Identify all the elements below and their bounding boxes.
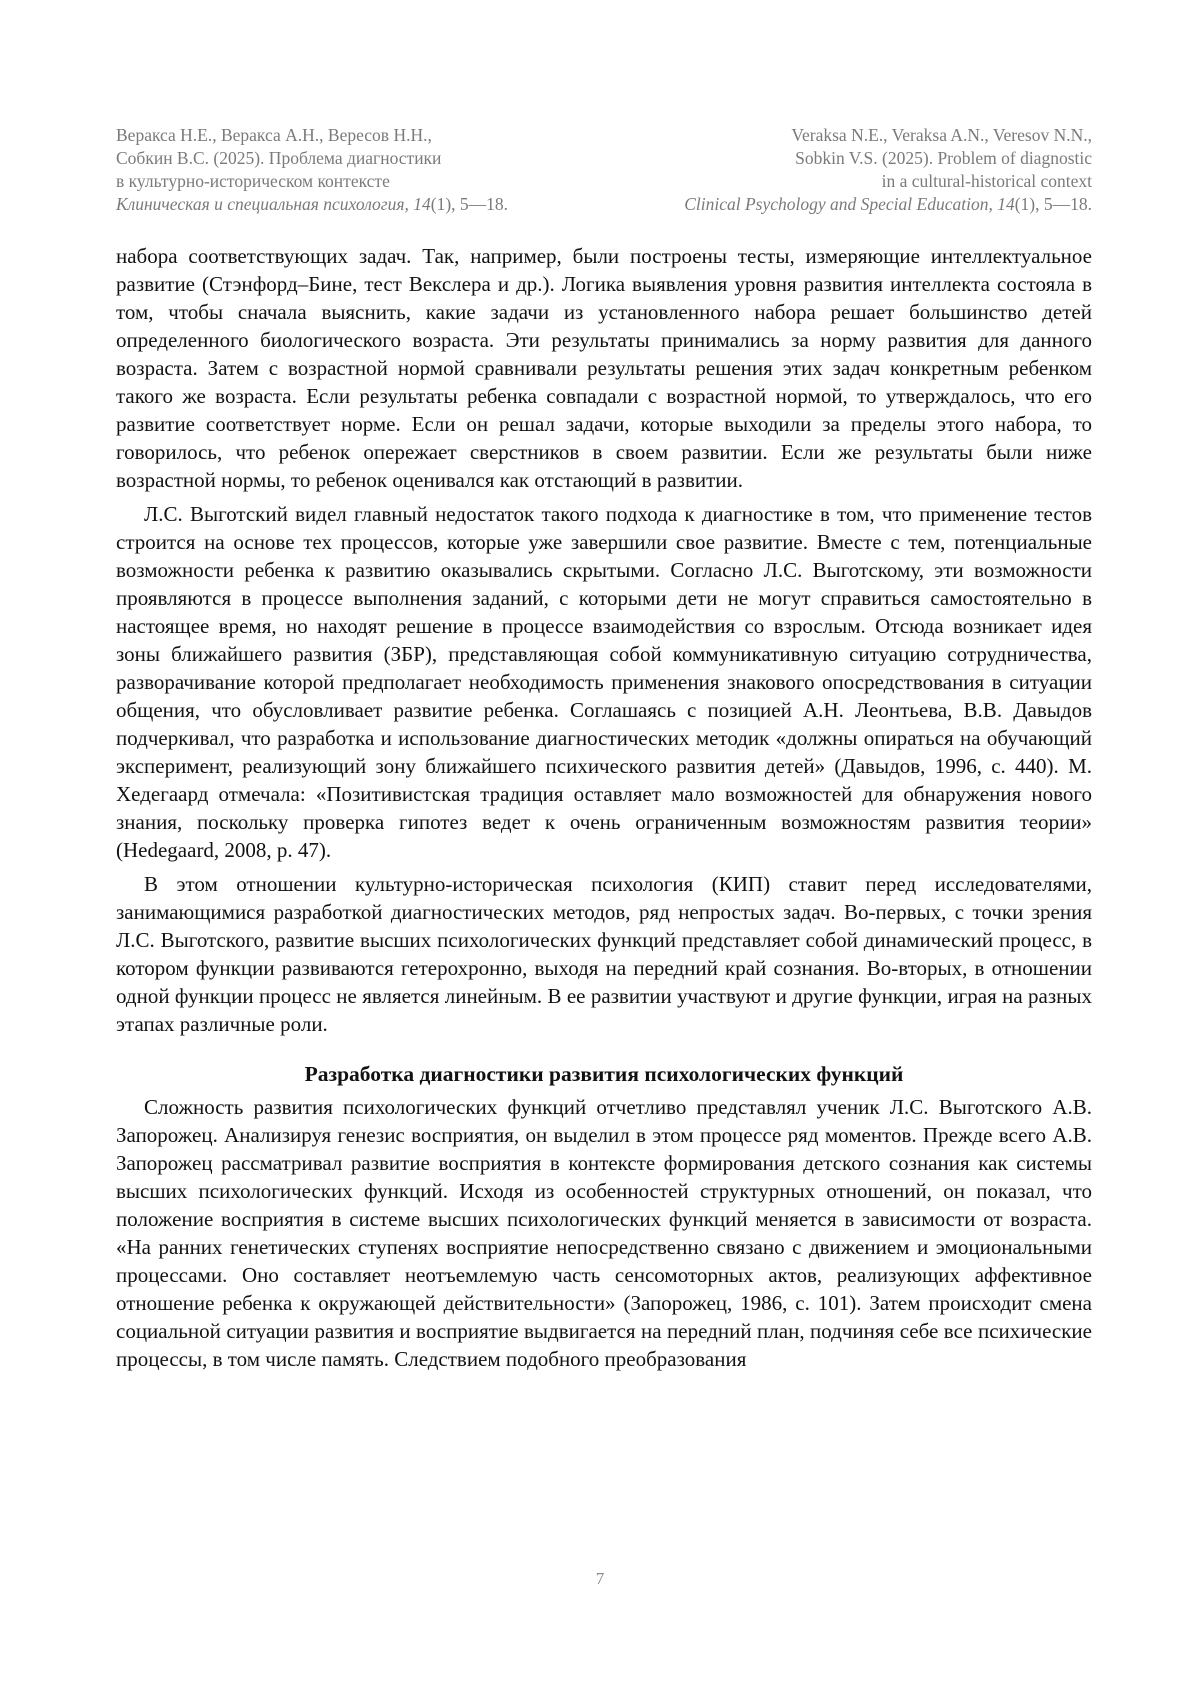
header-en-journal-name: Clinical Psychology and Special Education, bbox=[684, 194, 993, 214]
header-en-authors: Veraksa N.E., Veraksa A.N., Veresov N.N., bbox=[791, 125, 1092, 145]
header-ru-authors: Веракса Н.Е., Веракса А.Н., Вересов Н.Н., bbox=[116, 125, 432, 145]
running-header bbox=[116, 124, 1092, 220]
paragraph-2: Л.С. Выготский видел главный недостаток такого подхода к диагностике в том, что применение тестов строится на основе тех процессов, которые уже завершили свое развитие. Вместе с тем, потенциальные возможности ребенка к развитию оказывались скрытыми. Согласно Л.С. Выготскому, эти возможности проявляются в процессе выполнения заданий, с которыми дети не могут справиться самостоятельно в настоящее время, но находят решение в процессе взаимодействия со взрослым. Отсюда возникает идея зоны ближайшего развития (ЗБР), представляющая собой коммуникативную ситуацию сотрудничества, разворачивание которой предполагает необходимость применения знакового опосредствования в ситуации общения, что обусловливает развитие ребенка. Соглашаясь с позицией А.Н. Леонтьева, В.В. Давыдов подчеркивал, что разработка и использование диагностических методик «должны опираться на обучающий эксперимент, реализующий зону ближайшего психического развития детей» (Давыдов, 1996, с. 440). М. Хедегаард отмечала: «Позитивистская традиция оставляет мало возможностей для обнаружения нового знания, поскольку проверка гипотез ведет к очень ограниченным возможностям развития теории» (Hedegaard, 2008, p. 47). bbox=[116, 502, 1092, 862]
header-en-title-1: Sobkin V.S. (2025). Problem of diagnostic bbox=[795, 148, 1092, 168]
header-ru-title-1: Собкин В.С. (2025). Проблема диагностики bbox=[116, 148, 442, 168]
paragraph-1: набора соответствующих задач. Так, например, были построены тесты, измеряющие интеллектуальное развитие (Стэнфорд–Бине, тест Векслера и др.). Логика выявления уровня развития интеллекта состояла в том, чтобы сначала выяснить, какие задачи из установленного набора решает большинство детей определенного биологического возраста. Эти результаты принимались за норму развития для данного возраста. Затем с возрастной нормой сравнивали результаты решения этих задач конкретным ребенком такого же возраста. Если результаты ребенка совпадали с возрастной нормой, то утверждалось, что его развитие соответствует норме. Если он решал задачи, которые выходили за пределы этого набора, то говорилось, что ребенок опережает сверстников в своем развитии. Если же результаты были ниже возрастной нормы, то ребенок оценивался как отстающий в развитии. bbox=[116, 244, 1092, 492]
header-en-issue-pages: (1), 5—18. bbox=[1014, 194, 1092, 214]
page-number: 7 bbox=[595, 1569, 605, 1588]
header-en-title-2: in a cultural-historical context bbox=[881, 171, 1092, 191]
paragraph-4: Сложность развития психологических функций отчетливо представлял ученик Л.С. Выготского А.В. Запорожец. Анализируя генезис восприятия, он выделил в этом процессе ряд моментов. Прежде всего А.В. Запорожец рассматривал развитие восприятия в контексте формирования детского сознания как системы высших психологических функций. Исходя из особенностей структурных отношений, он показал, что положение восприятия в системе высших психологических функций меняется в зависимости от возраста. «На ранних генетических ступенях восприятие непосредственно связано с движением и эмоциональными процессами. Оно составляет неотъемлемую часть сенсомоторных актов, реализующих аффективное отношение ребенка к окружающей действительности» (Запорожец, 1986, с. 101). Затем происходит смена социальной ситуации развития и восприятие выдвигается на передний план, подчиняя себе все психические процессы, в том числе память. Следствием подобного преобразования bbox=[116, 1095, 1092, 1371]
header-citation-english bbox=[684, 124, 1092, 216]
header-ru-volume: 14 bbox=[413, 194, 431, 214]
section-heading: Разработка диагностики развития психологических функций bbox=[304, 1062, 904, 1086]
header-en-journal bbox=[684, 193, 1092, 216]
article-body bbox=[116, 242, 1092, 1379]
header-ru-issue-pages: (1), 5—18. bbox=[430, 194, 509, 214]
header-en-volume: 14 bbox=[997, 194, 1015, 214]
header-citation-russian bbox=[116, 124, 508, 216]
header-ru-journal-name: Клиническая и специальная психология, bbox=[116, 194, 409, 214]
paragraph-3: В этом отношении культурно-историческая психология (КИП) ставит перед исследователями, занимающимися разработкой диагностических методов, ряд непростых задач. Во-первых, с точки зрения Л.С. Выготского, развитие высших психологических функций представляет собой динамический процесс, в котором функции развиваются гетерохронно, выходя на передний край сознания. Во-вторых, в отношении одной функции процесс не является линейным. В ее развитии участвуют и другие функции, играя на разных этапах различные роли. bbox=[116, 872, 1092, 1036]
header-ru-title-2: в культурно-историческом контексте bbox=[116, 171, 390, 191]
header-ru-journal bbox=[116, 193, 508, 216]
